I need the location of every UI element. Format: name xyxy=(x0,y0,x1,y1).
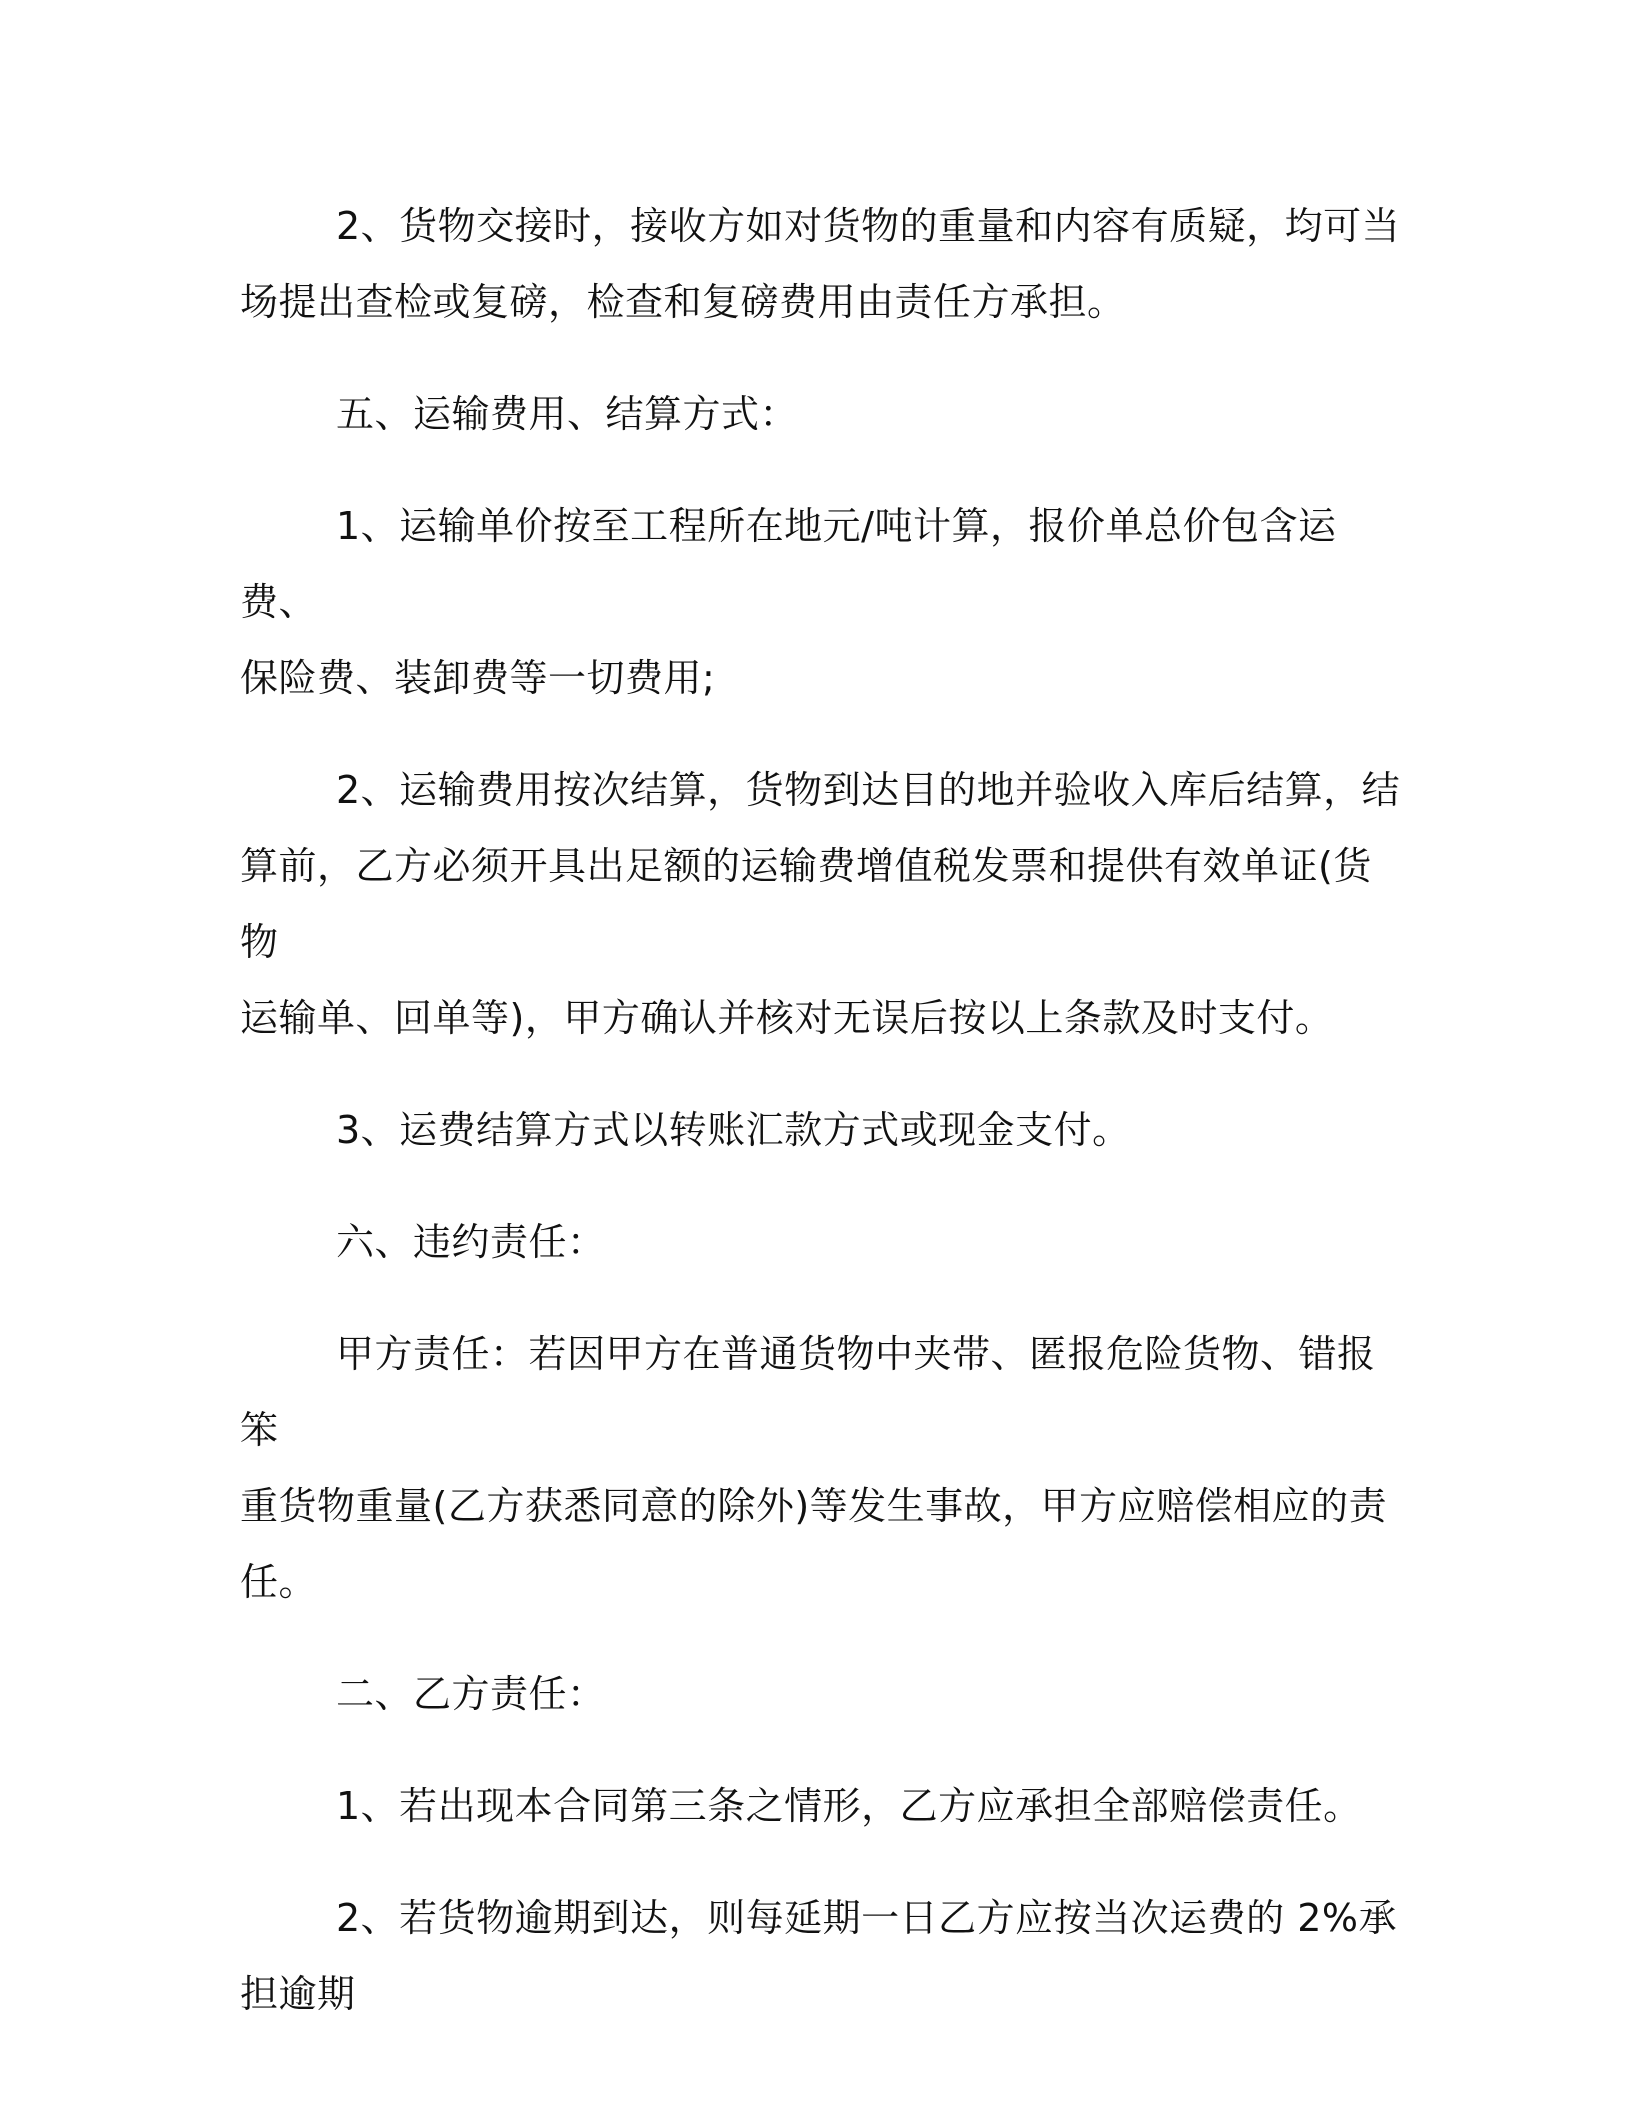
paragraph-line: 算前，乙方必须开具出足额的运输费增值税发票和提供有效单证(货物 xyxy=(240,844,1372,964)
paragraph-line: 2、货物交接时，接收方如对货物的重量和内容有质疑，均可当 xyxy=(336,204,1401,248)
paragraph-1 xyxy=(240,188,1408,340)
paragraph-line: 担逾期 xyxy=(240,1972,356,2016)
paragraph-line: 重货物重量(乙方获悉同意的除外)等发生事故，甲方应赔偿相应的责任。 xyxy=(240,1484,1388,1604)
paragraph-9 xyxy=(240,1768,1408,1844)
section-heading-6 xyxy=(240,1204,1408,1280)
paragraph-line: 保险费、装卸费等一切费用; xyxy=(240,656,716,700)
paragraph-line: 场提出查检或复磅，检查和复磅费用由责任方承担。 xyxy=(240,280,1126,324)
paragraph-5 xyxy=(240,1092,1408,1168)
section-heading-5 xyxy=(240,376,1408,452)
paragraph-line: 3、运费结算方式以转账汇款方式或现金支付。 xyxy=(336,1108,1131,1152)
paragraph-3 xyxy=(240,488,1408,716)
paragraph-line: 二、乙方责任： xyxy=(336,1672,606,1716)
paragraph-line: 六、违约责任： xyxy=(336,1220,606,1264)
paragraph-line: 五、运输费用、结算方式： xyxy=(336,392,799,436)
paragraph-4 xyxy=(240,752,1408,1056)
paragraph-10 xyxy=(240,1880,1408,2032)
paragraph-line: 1、运输单价按至工程所在地元/吨计算，报价单总价包含运费、 xyxy=(240,504,1337,624)
section-heading-2 xyxy=(240,1656,1408,1732)
paragraph-line: 1、若出现本合同第三条之情形，乙方应承担全部赔偿责任。 xyxy=(336,1784,1362,1828)
paragraph-line: 运输单、回单等)，甲方确认并核对无误后按以上条款及时支付。 xyxy=(240,996,1334,1040)
paragraph-7 xyxy=(240,1316,1408,1620)
document-page xyxy=(240,188,1408,2068)
paragraph-line: 甲方责任：若因甲方在普通货物中夹带、匿报危险货物、错报笨 xyxy=(240,1332,1376,1452)
paragraph-line: 2、若货物逾期到达，则每延期一日乙方应按当次运费的 2%承 xyxy=(336,1896,1398,1940)
paragraph-line: 2、运输费用按次结算，货物到达目的地并验收入库后结算，结 xyxy=(336,768,1401,812)
